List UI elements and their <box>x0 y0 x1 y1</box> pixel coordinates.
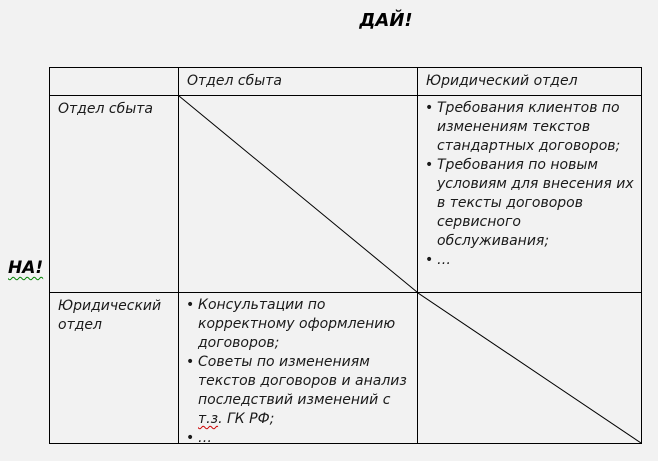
diagonal-strike-line <box>418 293 641 443</box>
diagonal-strike-line <box>179 96 417 292</box>
give-title: ДАЙ! <box>359 10 413 31</box>
cell-sales-sales <box>179 96 418 293</box>
bullet-item: • Требования клиентов по изменениям текстов стандартных договоров; <box>425 99 637 156</box>
dependency-matrix-table <box>49 67 642 444</box>
take-title: НА! <box>8 258 44 278</box>
bullet-item: • Советы по изменениям текстов договоров и анализ последствий изменений с т.з. ГК РФ; <box>186 353 413 429</box>
cell-sales-legal <box>418 96 641 293</box>
column-header-legal: Юридический отдел <box>418 68 641 96</box>
row-header-legal: Юридический отдел <box>50 293 179 443</box>
bullet-item: • … <box>186 429 413 443</box>
row-header-sales: Отдел сбыта <box>50 96 179 293</box>
cell-legal-legal <box>418 293 641 443</box>
bullet-list-legal-to-sales <box>179 293 417 443</box>
cell-legal-sales <box>179 293 418 443</box>
corner-cell <box>50 68 179 96</box>
misspelled-word: т.з <box>198 411 219 427</box>
bullet-item: • Требования по новым условиям для внесения их в тексты договоров сервисного обслуживания; <box>425 156 637 251</box>
bullet-item: • Консультации по корректному оформлению договоров; <box>186 296 413 353</box>
column-header-sales: Отдел сбыта <box>179 68 418 96</box>
bullet-list-sales-to-legal <box>418 96 641 270</box>
bullet-item: • … <box>425 251 637 270</box>
